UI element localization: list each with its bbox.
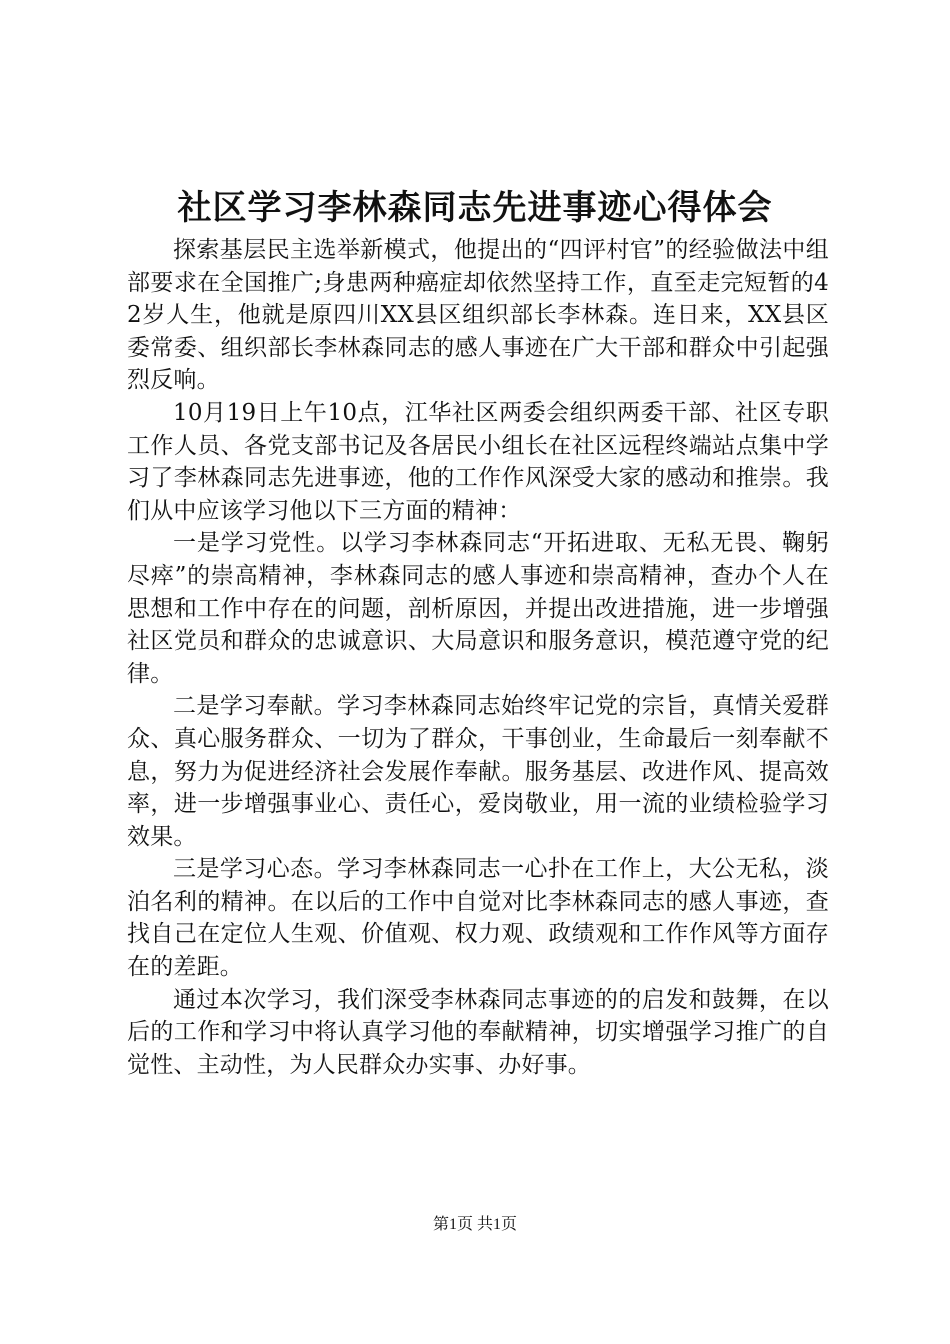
page-number-footer: 第1页 共1页	[432, 1216, 517, 1233]
paragraph-dedication: 二是学习奉献。学习李林森同志始终牢记党的宗旨，真情关爱群众、真心服务群众、一切为了群众，干事创业，生命最后一刻奉献不息，努力为促进经济社会发展作奉献。服务基层、改进作风、提高效率，进一步增强事业心、责任心，爱岗敬业，用一流的业绩检验学习效果。	[127, 693, 829, 850]
paragraph-party-spirit: 一是学习党性。以学习李林森同志“开拓进取、无私无畏、鞠躬尽瘁”的崇高精神，李林森同志的感人事迹和崇高精神，查办个人在思想和工作中存在的问题，剖析原因，并提出改进措施，进一步增强社区党员和群众的忠诚意识、大局意识和服务意识，模范遵守党的纪律。	[127, 530, 829, 687]
document-title: 社区学习李林森同志先进事迹心得体会	[177, 188, 773, 228]
document-body	[127, 234, 829, 1081]
paragraph-conclusion: 通过本次学习，我们深受李林森同志事迹的的启发和鼓舞，在以后的工作和学习中将认真学习他的奉献精神，切实增强学习推广的自觉性、主动性，为人民群众办实事、办好事。	[127, 986, 829, 1078]
paragraph-mindset: 三是学习心态。学习李林森同志一心扑在工作上，大公无私，淡泊名利的精神。在以后的工作中自觉对比李林森同志的感人事迹，查找自己在定位人生观、价值观、权力观、政绩观和工作作风等方面存在的差距。	[127, 856, 829, 981]
paragraph-intro: 探索基层民主选举新模式，他提出的“四评村官”的经验做法中组部要求在全国推广;身患两种癌症却依然坚持工作，直至走完短暂的42岁人生，他就是原四川XX县区组织部长李林森。连日来，XX县区委常委、组织部长李林森同志的感人事迹在广大干部和群众中引起强烈反响。	[127, 237, 829, 394]
paragraph-meeting: 10月19日上午10点，江华社区两委会组织两委干部、社区专职工作人员、各党支部书记及各居民小组长在社区远程终端站点集中学习了李林森同志先进事迹，他的工作作风深受大家的感动和推崇。我们从中应该学习他以下三方面的精神：	[127, 399, 829, 524]
